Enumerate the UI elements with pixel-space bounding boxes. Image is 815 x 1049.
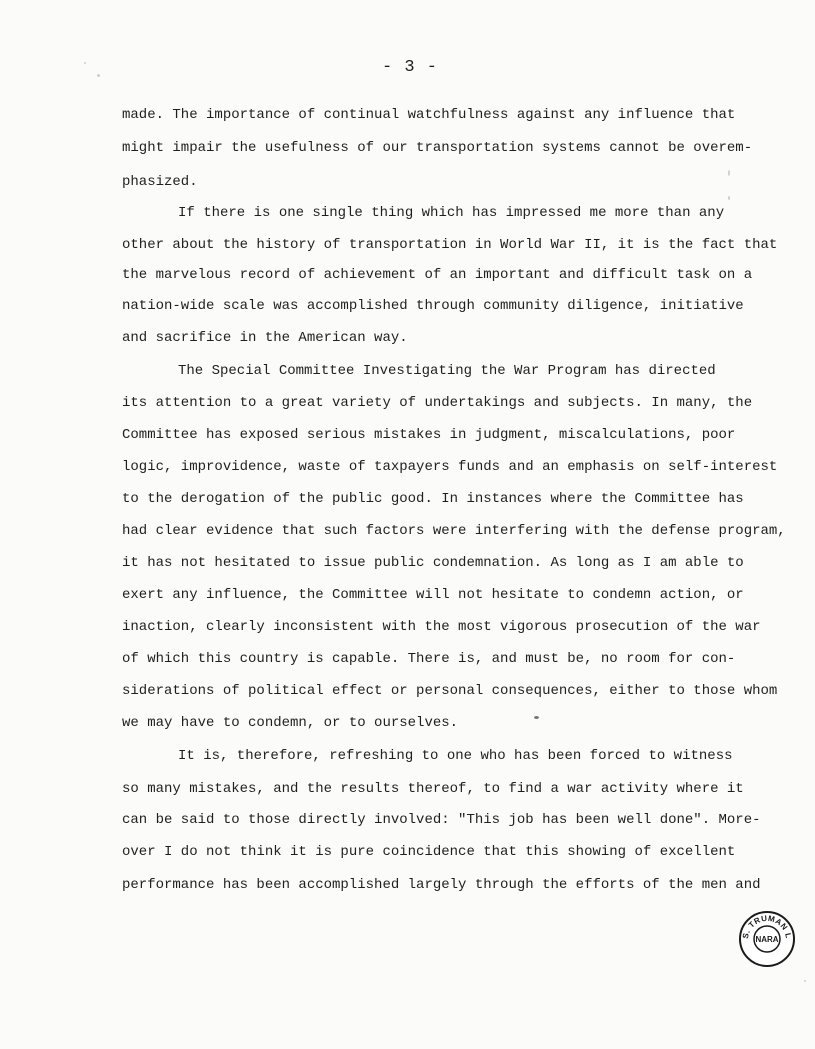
text-line: made. The importance of continual watchfulness against any influence that — [122, 107, 736, 123]
text-line: If there is one single thing which has impressed me more than any — [178, 205, 725, 221]
text-line: might impair the usefulness of our transportation systems cannot be overem- — [122, 140, 753, 156]
paper-speck — [728, 196, 730, 200]
text-line: the marvelous record of achievement of an important and difficult task on a — [122, 267, 753, 283]
seal-arc-text: S. TRUMAN L — [740, 913, 794, 940]
text-line: performance has been accomplished largely through the efforts of the men and — [122, 877, 761, 893]
paper-speck — [534, 716, 539, 719]
text-line: exert any influence, the Committee will not hesitate to condemn action, or — [122, 587, 744, 603]
text-line: inaction, clearly inconsistent with the most vigorous prosecution of the war — [122, 619, 761, 635]
text-line: The Special Committee Investigating the War Program has directed — [178, 363, 716, 379]
text-line: its attention to a great variety of undertakings and subjects. In many, the — [122, 395, 753, 411]
text-line: over I do not think it is pure coincidence that this showing of excellent — [122, 844, 736, 860]
text-line: Committee has exposed serious mistakes in judgment, miscalculations, poor — [122, 427, 736, 443]
text-line: phasized. — [122, 174, 198, 190]
paper-speck — [728, 170, 730, 176]
text-line: of which this country is capable. There is, and must be, no room for con- — [122, 651, 736, 667]
paper-speck — [97, 74, 100, 77]
text-line: nation-wide scale was accomplished through community diligence, initiative — [122, 298, 744, 314]
library-seal — [738, 910, 796, 968]
text-line: had clear evidence that such factors were interfering with the defense program, — [122, 523, 786, 539]
paper-speck — [804, 980, 806, 982]
text-line: can be said to those directly involved: "This job has been well done". More- — [122, 812, 761, 828]
page-number: - 3 - — [382, 58, 439, 77]
text-line: we may have to condemn, or to ourselves. — [122, 715, 459, 731]
text-line: so many mistakes, and the results thereof, to find a war activity where it — [122, 781, 744, 797]
text-line: to the derogation of the public good. In instances where the Committee has — [122, 491, 744, 507]
paper-speck — [84, 62, 86, 64]
text-line: other about the history of transportation in World War II, it is the fact that — [122, 237, 778, 253]
text-line: It is, therefore, refreshing to one who has been forced to witness — [178, 748, 733, 764]
text-line: siderations of political effect or personal consequences, either to those whom — [122, 683, 778, 699]
text-line: and sacrifice in the American way. — [122, 330, 408, 346]
text-line: logic, improvidence, waste of taxpayers funds and an emphasis on self-interest — [122, 459, 778, 475]
truman-library-stamp-icon — [738, 910, 796, 968]
text-line: it has not hesitated to issue public condemnation. As long as I am able to — [122, 555, 744, 571]
seal-center-text: NARA — [755, 935, 779, 944]
